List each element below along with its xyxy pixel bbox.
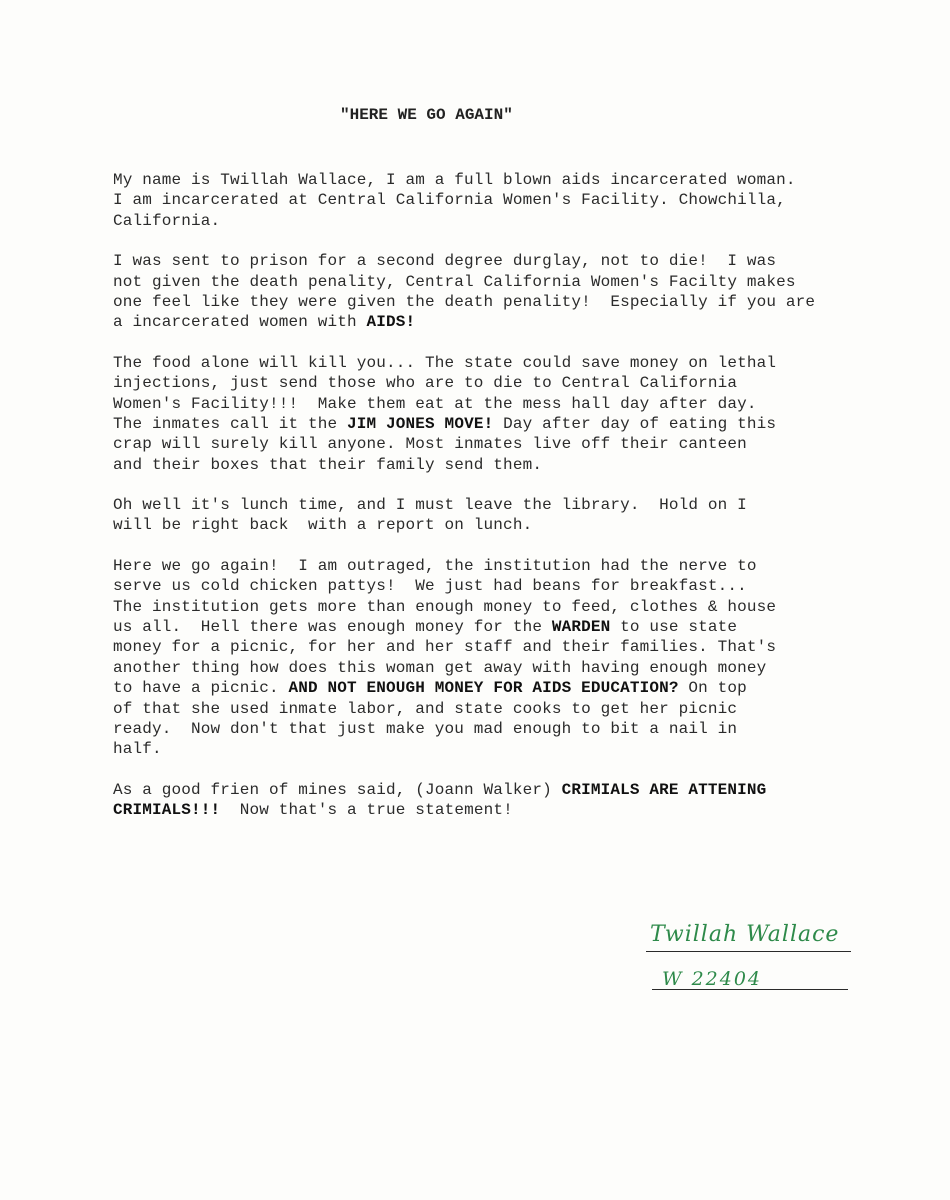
paragraph (113, 251, 853, 333)
text-segment: will be right back with a report on lunch. (113, 516, 533, 535)
signature-underline (646, 951, 851, 952)
text-segment: Here we go again! I am outraged, the institution had the nerve to (113, 556, 757, 575)
text-segment: ready. Now don't that just make you mad enough to bit a nail in (113, 719, 738, 738)
text-line (113, 373, 853, 393)
text-segment: one feel like they were given the death penality! Especially if you are (113, 292, 816, 311)
text-segment: On top (678, 679, 747, 698)
paragraph (113, 556, 853, 760)
text-line (113, 292, 853, 312)
text-segment: I was sent to prison for a second degree durglay, not to die! I was (113, 252, 777, 271)
text-segment: The institution gets more than enough money to feed, clothes & house (113, 597, 777, 616)
text-line (113, 678, 853, 698)
text-segment: not given the death penality, Central California Women's Facilty makes (113, 272, 796, 291)
text-segment: As a good frien of mines said, (Joann Walker) (113, 780, 562, 799)
paragraph (113, 353, 853, 475)
paragraph (113, 780, 853, 821)
text-segment: The inmates call it the (113, 414, 348, 433)
text-segment: us all. Hell there was enough money for the (113, 618, 552, 637)
text-line (113, 272, 853, 292)
text-segment: The food alone will kill you... The state could save money on lethal (113, 353, 777, 372)
text-line (113, 394, 853, 414)
text-line (113, 515, 853, 535)
text-segment: injections, just send those who are to die to Central California (113, 374, 738, 393)
text-line (113, 455, 853, 475)
text-line (113, 170, 853, 190)
text-line (113, 414, 853, 434)
bold-text: AIDS! (366, 313, 416, 332)
text-segment: to have a picnic. (113, 679, 289, 698)
text-segment: California. (113, 211, 221, 230)
document-title: "HERE WE GO AGAIN" (340, 106, 513, 124)
text-segment: crap will surely kill anyone. Most inmates live off their canteen (113, 435, 747, 454)
text-line (113, 190, 853, 210)
text-line (113, 699, 853, 719)
text-segment: half. (113, 740, 162, 759)
paragraph (113, 495, 853, 536)
handwritten-inmate-number: W 22404 (662, 968, 763, 990)
text-line (113, 597, 853, 617)
text-line (113, 780, 853, 800)
text-segment: to use state (610, 618, 738, 637)
text-segment: I am incarcerated at Central California Women's Facility. Chowchilla, (113, 191, 786, 210)
bold-text: CRIMIALS!!! (113, 801, 221, 820)
bold-text: JIM JONES MOVE! (347, 414, 494, 433)
text-line (113, 739, 853, 759)
text-segment: Oh well it's lunch time, and I must leave the library. Hold on I (113, 496, 747, 515)
text-line (113, 434, 853, 454)
text-segment: Day after day of eating this (493, 414, 777, 433)
bold-text: WARDEN (551, 618, 611, 637)
bold-text: AND NOT ENOUGH MONEY FOR AIDS EDUCATION? (288, 679, 679, 698)
text-line (113, 719, 853, 739)
text-segment: of that she used inmate labor, and state cooks to get her picnic (113, 699, 738, 718)
text-line (113, 312, 853, 332)
text-segment: and their boxes that their family send them. (113, 455, 543, 474)
text-line (113, 576, 853, 596)
text-line (113, 211, 853, 231)
text-line (113, 353, 853, 373)
handwritten-signature: Twillah Wallace (650, 922, 840, 947)
text-line (113, 556, 853, 576)
letter-body (113, 170, 853, 841)
text-segment: My name is Twillah Wallace, I am a full blown aids incarcerated woman. (113, 171, 796, 189)
text-segment: a incarcerated women with (113, 313, 367, 332)
text-line (113, 495, 853, 515)
text-segment: Women's Facility!!! Make them eat at the mess hall day after day. (113, 394, 757, 413)
text-segment: another thing how does this woman get away with having enough money (113, 658, 767, 677)
paragraph (113, 170, 853, 231)
text-line (113, 658, 853, 678)
text-segment: serve us cold chicken pattys! We just had beans for breakfast... (113, 577, 747, 596)
text-line (113, 637, 853, 657)
text-line (113, 800, 853, 820)
text-segment: money for a picnic, for her and her staff and their families. That's (113, 638, 777, 657)
inmate-number-underline (652, 989, 848, 990)
bold-text: CRIMIALS ARE ATTENING (561, 780, 767, 799)
text-line (113, 617, 853, 637)
text-line (113, 251, 853, 271)
text-segment: Now that's a true statement! (220, 801, 513, 820)
